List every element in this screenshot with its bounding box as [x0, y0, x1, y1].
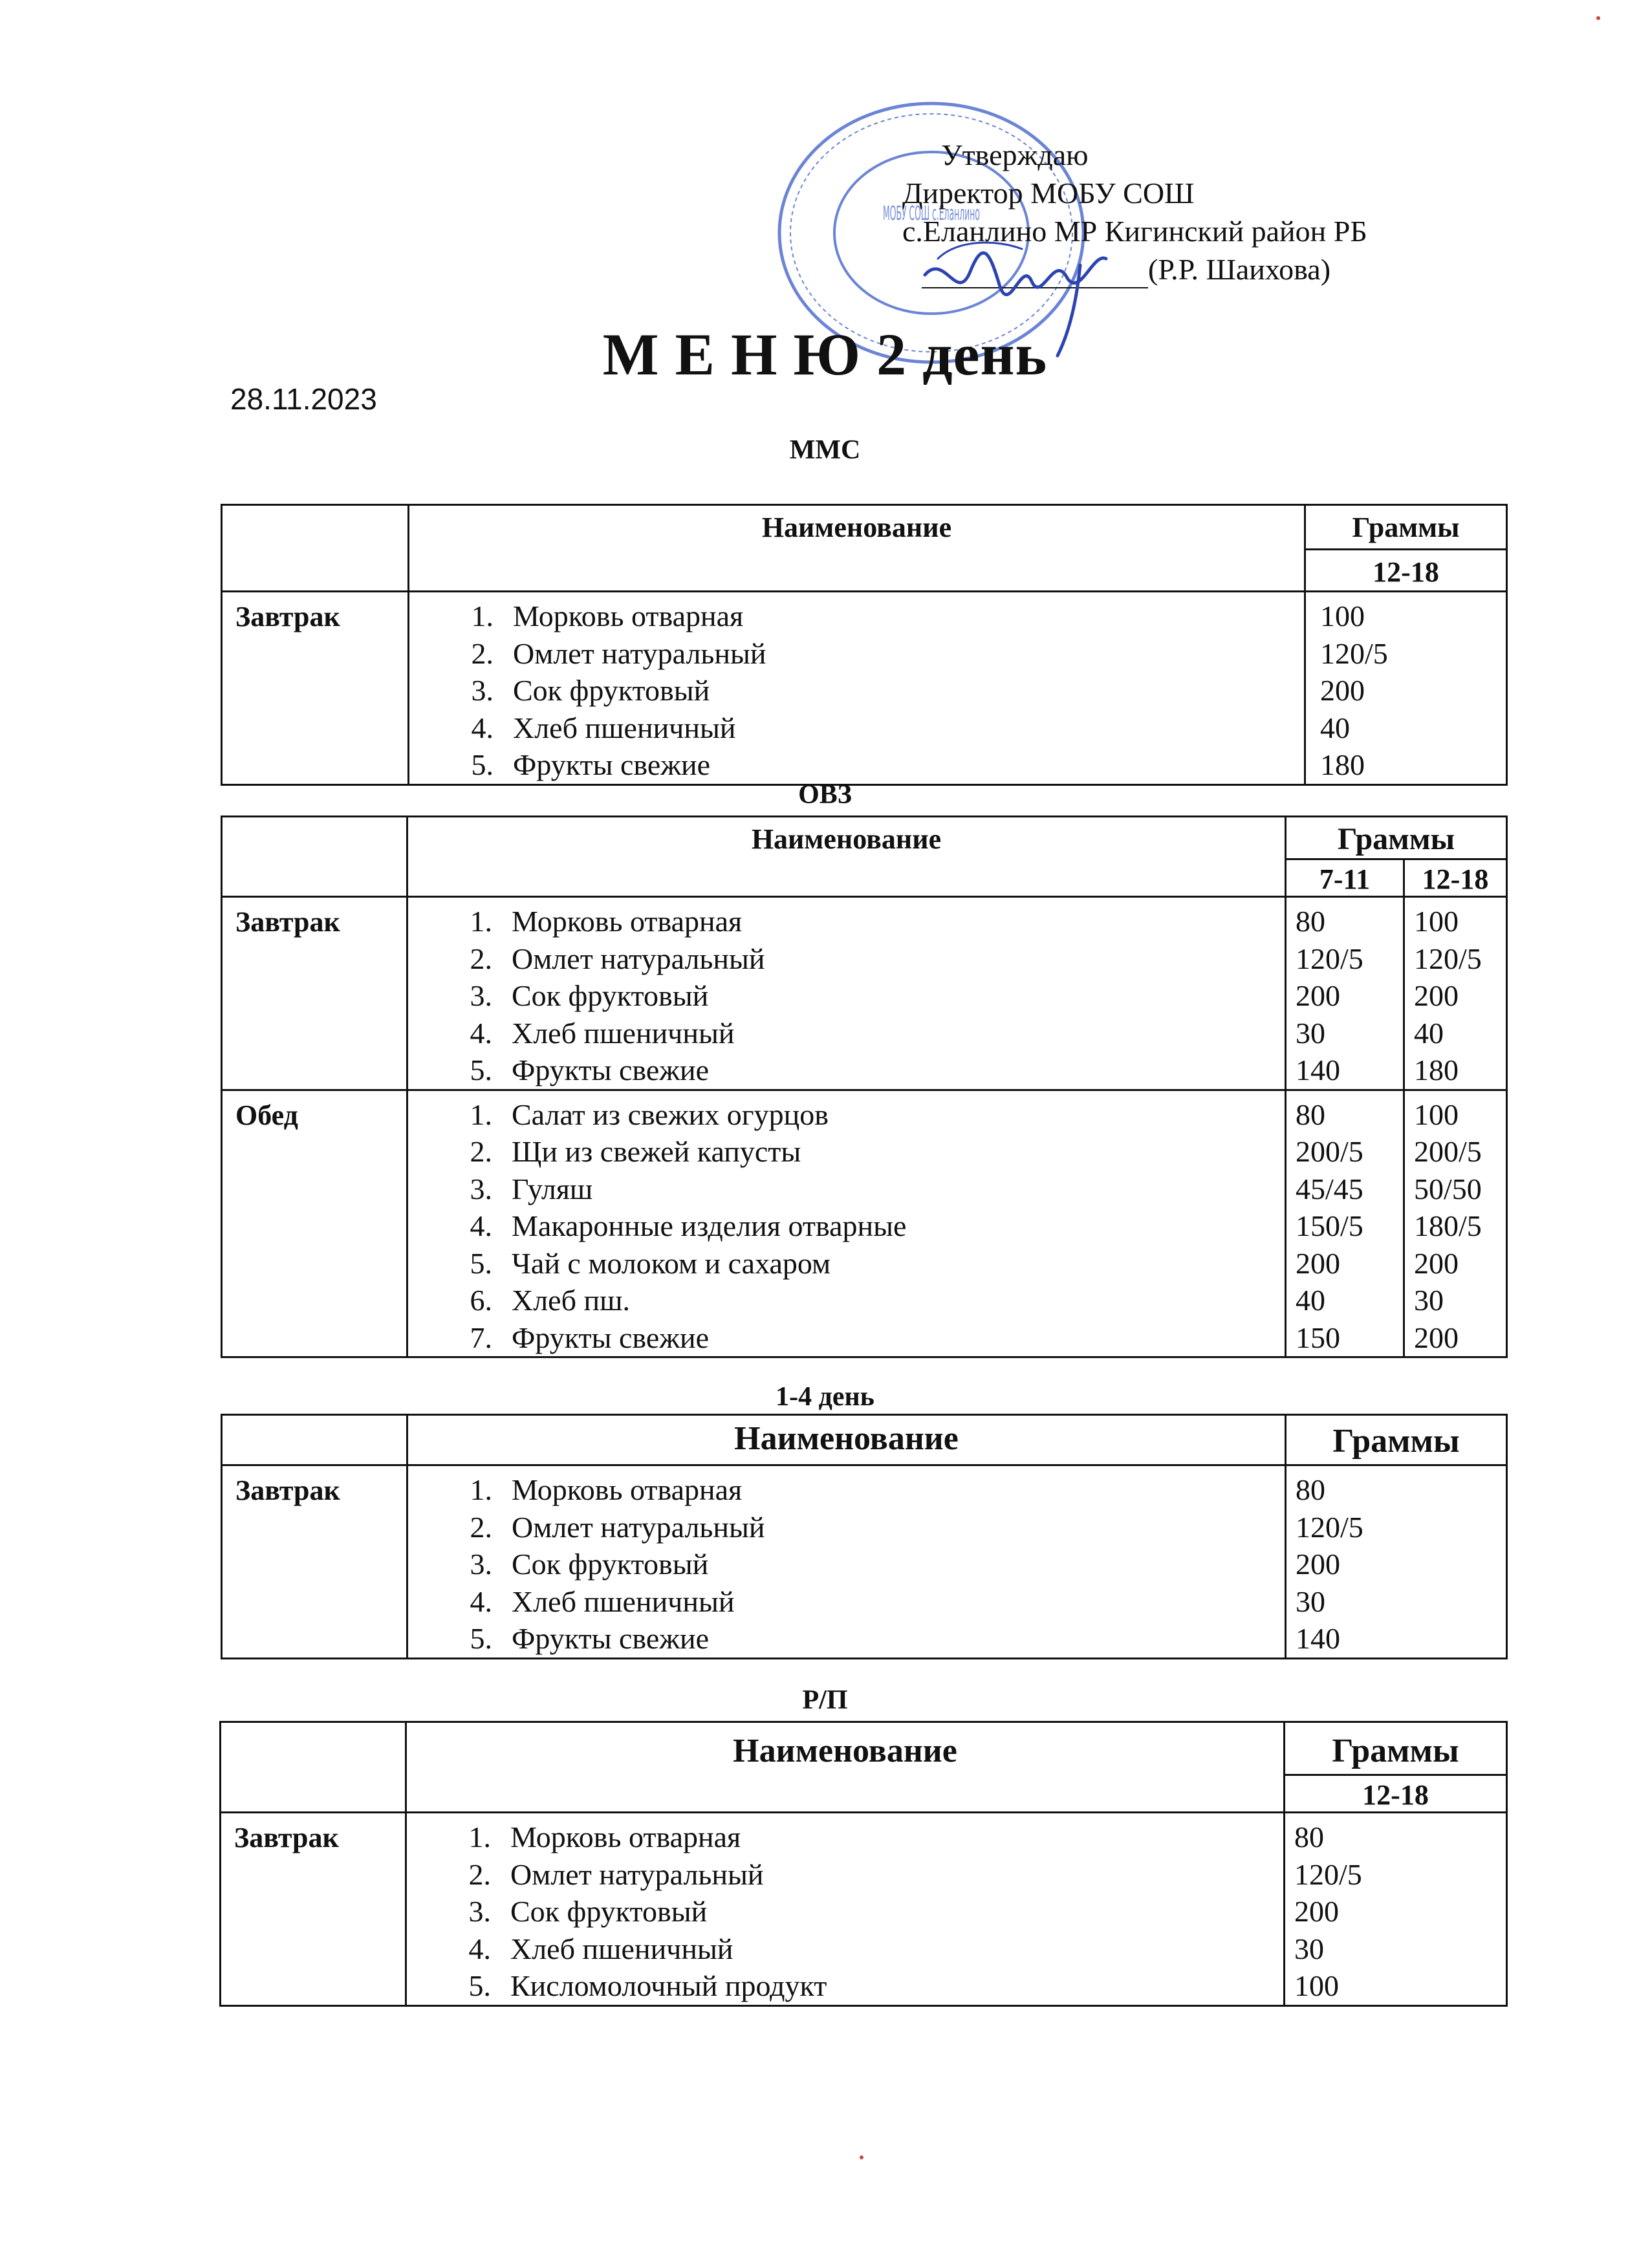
age-group-header: 7-11 [1286, 859, 1404, 897]
grams-value: 200/5 [1296, 1135, 1363, 1168]
grams-value: 80 [1296, 1097, 1325, 1131]
meal-label: Обед [222, 1090, 407, 1357]
grams-list [1404, 897, 1507, 1090]
section-heading-rp: Р/П [802, 1685, 848, 1715]
list-item: 3. Сок фруктовый [471, 674, 710, 707]
list-item: 5. Кисломолочный продукт [468, 1969, 827, 2002]
list-item: 1. Морковь отварная [470, 1473, 743, 1506]
column-header-grams: Граммы [1286, 1415, 1507, 1465]
grams-value: 200 [1320, 674, 1365, 707]
column-header-grams: Граммы [1305, 505, 1507, 550]
grams-value: 200 [1294, 1895, 1339, 1928]
grams-value: 100 [1414, 905, 1459, 938]
dish-list [407, 1090, 1286, 1357]
grams-value: 150 [1296, 1321, 1340, 1354]
list-item: 4. Хлеб пшеничный [468, 1932, 733, 1965]
list-item: 6. Хлеб пш. [470, 1284, 631, 1317]
section-heading-mms: ММС [789, 435, 861, 465]
grams-value: 150/5 [1296, 1209, 1363, 1242]
list-item: 5. Фрукты свежие [471, 748, 711, 781]
list-item: 4. Хлеб пшеничный [471, 711, 736, 744]
grams-value: 120/5 [1296, 942, 1363, 975]
scan-speck [1596, 16, 1600, 20]
grams-value: 40 [1414, 1016, 1444, 1050]
column-header-grams: Граммы [1286, 817, 1507, 859]
meal-label: Завтрак [222, 1465, 407, 1659]
table-corner-cell [222, 1415, 407, 1465]
table-corner-cell [221, 1722, 406, 1813]
dish-list [407, 1465, 1286, 1659]
grams-value: 30 [1296, 1584, 1325, 1618]
table-corner-cell [222, 505, 409, 592]
grams-list [1305, 592, 1507, 785]
approval-line-1: Утверждаю [941, 138, 1089, 171]
menu-table-rp [219, 1721, 1508, 2007]
grams-value: 80 [1296, 905, 1325, 938]
grams-value: 180 [1414, 1053, 1459, 1086]
document-date: 28.11.2023 [230, 382, 377, 416]
menu-table-day14 [221, 1414, 1508, 1659]
grams-value: 100 [1414, 1097, 1459, 1131]
approval-line-2: Директор МОБУ СОШ [902, 177, 1195, 210]
grams-list [1286, 897, 1404, 1090]
menu-table-mms [221, 504, 1508, 786]
age-group-header: 12-18 [1305, 550, 1507, 592]
grams-value: 200/5 [1414, 1135, 1482, 1168]
section-heading-ovz: ОВЗ [798, 780, 852, 810]
list-item: 5. Фрукты свежие [470, 1053, 710, 1086]
approval-line-4: (Р.Р. Шаихова) [1148, 253, 1331, 286]
grams-value: 120/5 [1320, 636, 1388, 670]
grams-value: 200 [1296, 1246, 1340, 1280]
meal-label: Завтрак [221, 1813, 406, 2006]
list-item: 2. Щи из свежей капусты [470, 1135, 801, 1168]
column-header-name: Наименование [407, 817, 1286, 897]
age-group-header: 12-18 [1285, 1775, 1507, 1813]
table-corner-cell [222, 817, 407, 897]
grams-value: 30 [1294, 1932, 1324, 1965]
grams-value: 40 [1320, 711, 1350, 744]
list-item: 4. Хлеб пшеничный [470, 1016, 735, 1050]
list-item: 1. Морковь отварная [468, 1820, 741, 1853]
grams-value: 140 [1296, 1622, 1340, 1655]
grams-value: 30 [1296, 1016, 1325, 1050]
grams-value: 50/50 [1414, 1172, 1482, 1205]
dish-list [406, 1813, 1285, 2006]
menu-table-ovz [221, 815, 1508, 1358]
list-item: 1. Салат из свежих огурцов [470, 1097, 829, 1131]
grams-value: 40 [1296, 1284, 1325, 1317]
list-item: 2. Омлет натуральный [470, 1510, 765, 1544]
grams-list [1285, 1813, 1507, 2006]
list-item: 3. Сок фруктовый [470, 979, 709, 1012]
grams-value: 200 [1414, 1321, 1459, 1354]
grams-value: 100 [1294, 1969, 1339, 2002]
grams-value: 180/5 [1414, 1209, 1482, 1242]
list-item: 1. Морковь отварная [471, 599, 744, 632]
section-heading-day14: 1-4 день [776, 1382, 874, 1412]
grams-value: 200 [1296, 979, 1340, 1012]
list-item: 2. Омлет натуральный [470, 942, 765, 975]
scan-speck [860, 2155, 863, 2159]
stamp-text: МОБУ СОШ с.Еланлино [883, 202, 980, 225]
grams-value: 30 [1414, 1284, 1444, 1317]
list-item: 4. Макаронные изделия отварные [470, 1209, 907, 1242]
grams-value: 80 [1294, 1820, 1324, 1853]
age-group-header: 12-18 [1404, 859, 1507, 897]
meal-label: Завтрак [222, 897, 407, 1090]
list-item: 2. Омлет натуральный [468, 1857, 764, 1891]
approval-line-3: с.Еланлино МР Кигинский район РБ [902, 215, 1367, 248]
grams-value: 140 [1296, 1053, 1340, 1086]
column-header-grams: Граммы [1285, 1722, 1507, 1775]
list-item: 7. Фрукты свежие [470, 1321, 710, 1354]
grams-value: 120/5 [1294, 1857, 1362, 1891]
list-item: 5. Чай с молоком и сахаром [470, 1246, 831, 1280]
grams-value: 45/45 [1296, 1172, 1363, 1205]
column-header-name: Наименование [406, 1722, 1285, 1813]
grams-value: 120/5 [1414, 942, 1482, 975]
grams-value: 80 [1296, 1473, 1325, 1506]
grams-value: 200 [1296, 1548, 1340, 1581]
grams-list [1404, 1090, 1507, 1357]
column-header-name: Наименование [407, 1415, 1286, 1465]
meal-label: Завтрак [222, 592, 409, 785]
list-item: 3. Сок фруктовый [470, 1548, 709, 1581]
list-item: 3. Гуляш [470, 1172, 593, 1205]
page-title: М Е Н Ю 2 день [602, 321, 1048, 387]
grams-list [1286, 1465, 1507, 1659]
grams-value: 180 [1320, 748, 1365, 781]
column-header-name: Наименование [409, 505, 1305, 592]
grams-value: 100 [1320, 599, 1365, 632]
list-item: 1. Морковь отварная [470, 905, 743, 938]
grams-value: 120/5 [1296, 1510, 1363, 1544]
dish-list [409, 592, 1305, 785]
list-item: 4. Хлеб пшеничный [470, 1584, 735, 1618]
grams-value: 200 [1414, 1246, 1459, 1280]
list-item: 3. Сок фруктовый [468, 1895, 708, 1928]
dish-list [407, 897, 1286, 1090]
list-item: 5. Фрукты свежие [470, 1622, 710, 1655]
grams-value: 200 [1414, 979, 1459, 1012]
list-item: 2. Омлет натуральный [471, 636, 766, 670]
grams-list [1286, 1090, 1404, 1357]
